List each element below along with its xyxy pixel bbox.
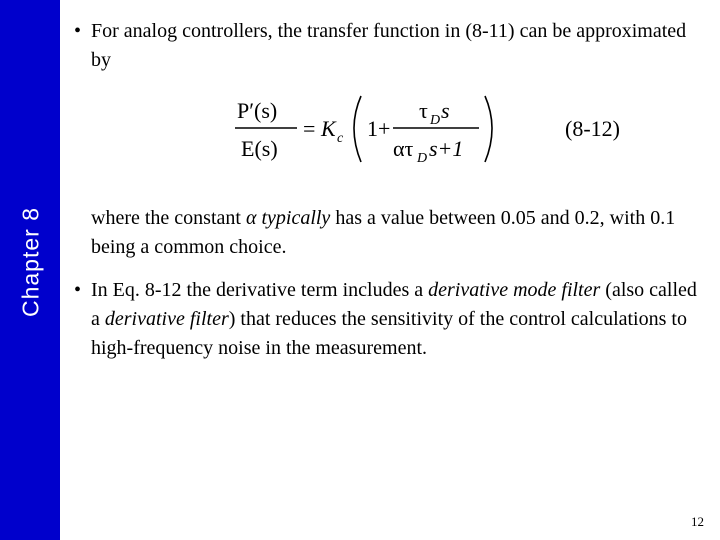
para-text-1: where the constant [91, 207, 246, 229]
eq-gain-subscript: c [337, 131, 344, 146]
eq-frac-den-sub: D [417, 151, 428, 166]
bullet-text: For analog controllers, the transfer function in (8-11) can be approximated by [91, 20, 687, 71]
term-derivative-mode-filter: derivative mode filter [428, 279, 601, 301]
eq-right-paren [485, 96, 492, 162]
eq-left-paren [354, 96, 361, 162]
para-typically: typically [256, 207, 331, 229]
page-number: 12 [691, 514, 704, 529]
eq-frac-den-rest: s+1 [429, 136, 464, 161]
bullet-icon: • [74, 20, 82, 42]
eq-frac-numerator: τ [419, 98, 428, 123]
bullet-icon: • [74, 279, 82, 301]
eq-frac-num-sub: D [430, 113, 441, 128]
eq-one-plus: 1+ [367, 116, 391, 141]
eq-equals: = [303, 116, 316, 141]
para-alpha: α [245, 207, 257, 229]
chapter-sidebar [0, 0, 60, 540]
eq-frac-den-alpha: ατ [393, 136, 414, 161]
alpha-paragraph [91, 204, 701, 262]
chapter-label: Chapter 8 [17, 206, 44, 318]
eq-lhs-numerator: P′(s) [237, 98, 278, 123]
eq-lhs-denominator: E(s) [241, 136, 278, 161]
para-text-2: has a value between 0.05 and 0.2, with 0.1 being a common choice. [91, 207, 676, 258]
eq-label: (8-12) [565, 116, 620, 141]
eq-gain: K [321, 116, 336, 141]
slide-content [60, 0, 720, 540]
term-derivative-filter: derivative filter [104, 308, 229, 330]
eq-frac-num-s: s [441, 98, 450, 123]
bullet-text: In Eq. 8-12 the derivative term includes a derivative mode filter (also called a derivative filter) that reduces the sensitivity of the control calculations to high-frequency noise in the measurement. [91, 279, 697, 359]
equation-8-12 [235, 90, 695, 180]
